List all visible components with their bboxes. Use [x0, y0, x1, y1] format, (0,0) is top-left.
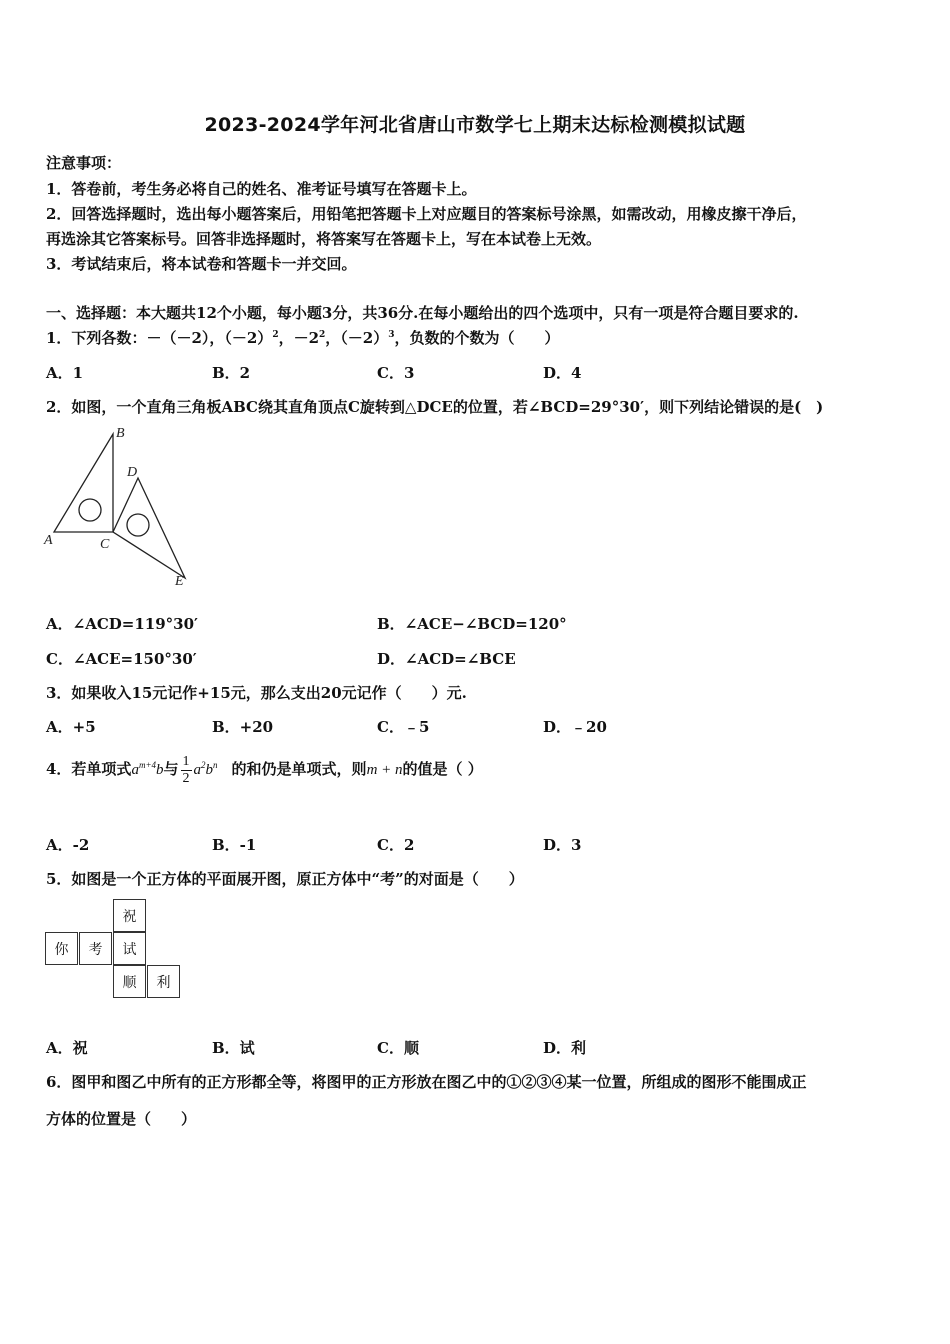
q4-term1 [131, 762, 163, 778]
q1-option-d[interactable]: D．4 [543, 364, 582, 382]
q4-term1-b: b [156, 762, 164, 778]
net-cell-zhu: 祝 [113, 899, 146, 932]
q4-stem-pre: 4．若单项式 [46, 760, 132, 778]
q1-option-b[interactable]: B．2 [212, 364, 251, 382]
q1-stem-post: ，负数的个数为（ ） [394, 329, 560, 347]
q4-frac-num: 1 [182, 753, 190, 769]
question-4-stem [46, 752, 483, 787]
net-cell-kao: 考 [79, 932, 112, 965]
q4-term1-base: a [131, 762, 139, 778]
q3-option-a[interactable]: A．+5 [46, 718, 96, 736]
section-heading: 一、选择题：本大题共12个小题，每小题3分，共36分.在每小题给出的四个选项中，只有一项是符合题目要求的. [46, 304, 799, 322]
q3-option-d[interactable]: D．﹣20 [543, 718, 607, 736]
q1-stem-mid1: ，－2 [278, 329, 320, 347]
net-cell-ni: 你 [45, 932, 78, 965]
q4-fraction [181, 754, 192, 787]
q2-option-a[interactable]: A．∠ACD=119°30′ [46, 615, 198, 633]
triangle-dce-hole [127, 514, 149, 536]
triangle-abc [54, 434, 113, 532]
q5-option-c[interactable]: C．顺 [377, 1039, 419, 1057]
q4-term2-b: b [205, 762, 214, 778]
q1-exp-3: 3 [388, 330, 395, 340]
question-2-stem: 2．如图，一个直角三角板ABC绕其直角顶点C旋转到△DCE的位置，若∠BCD=29°30′，则下列结论错误的是( ) [46, 398, 824, 416]
net-cell-shi: 试 [113, 932, 146, 965]
q5-option-a[interactable]: A．祝 [46, 1039, 88, 1057]
q4-term2-exp-b: n [213, 760, 218, 770]
q4-option-b[interactable]: B．-1 [212, 836, 257, 854]
page-title: 2023-2024学年河北省唐山市数学七上期末达标检测模拟试题 [204, 114, 746, 136]
notice-item-1: 1．答卷前，考生务必将自己的姓名、准考证号填写在答题卡上。 [46, 180, 477, 198]
label-b: B [116, 426, 125, 441]
notice-item-3: 3．考试结束后，将本试卷和答题卡一并交回。 [46, 255, 357, 273]
q4-option-d[interactable]: D．3 [543, 836, 582, 854]
q4-stem-post: 的值是（ ） [402, 760, 483, 778]
q5-option-b[interactable]: B．试 [212, 1039, 255, 1057]
net-cell-li: 利 [147, 965, 180, 998]
question-5-stem: 5．如图是一个正方体的平面展开图，原正方体中“考”的对面是（ ） [46, 870, 524, 888]
q1-stem-mid2: ，（－2） [325, 329, 389, 347]
q4-option-c[interactable]: C．2 [377, 836, 415, 854]
q4-expr: m + n [366, 762, 403, 778]
q2-option-b[interactable]: B．∠ACE−∠BCD=120° [377, 615, 567, 633]
q5-option-d[interactable]: D．利 [543, 1039, 587, 1057]
label-a: A [44, 533, 53, 548]
q1-stem-pre: 1．下列各数：－（－2），（－2） [46, 329, 273, 347]
q2-option-c[interactable]: C．∠ACE=150°30′ [46, 650, 197, 668]
q4-stem-mid: 的和仍是单项式，则 [231, 760, 367, 778]
q4-option-a[interactable]: A．-2 [46, 836, 90, 854]
q4-frac-den: 2 [182, 770, 190, 786]
triangle-abc-hole [79, 499, 101, 521]
q1-option-a[interactable]: A．1 [46, 364, 84, 382]
q1-exp-2b: 2 [319, 330, 326, 340]
q4-term2-exp-a: 2 [201, 760, 206, 770]
cube-net-figure [45, 899, 185, 1001]
question-6-stem-b: 方体的位置是（ ） [46, 1110, 197, 1128]
question-1-stem [46, 327, 560, 348]
q4-mid: 与 [163, 760, 179, 778]
q2-option-d[interactable]: D．∠ACD=∠BCE [377, 650, 516, 668]
notice-item-2a: 2．回答选择题时，选出每小题答案后，用铅笔把答题卡上对应题目的答案标号涂黑，如需改动，用橡皮擦干净后， [46, 205, 807, 223]
q4-term1-exp: m+4 [138, 760, 157, 770]
q4-term2 [194, 762, 218, 778]
q1-exp-2: 2 [272, 330, 279, 340]
q3-option-c[interactable]: C．﹣5 [377, 718, 430, 736]
notice-heading: 注意事项： [46, 154, 122, 172]
label-c: C [100, 537, 110, 552]
q1-option-c[interactable]: C．3 [377, 364, 415, 382]
label-d: D [127, 465, 138, 480]
q4-term2-a: a [193, 762, 202, 778]
q3-option-b[interactable]: B．+20 [212, 718, 274, 736]
triangle-rotation-figure [40, 420, 210, 590]
label-e: E [175, 574, 184, 589]
notice-item-2b: 再选涂其它答案标号。回答非选择题时，将答案写在答题卡上，写在本试卷上无效。 [46, 230, 602, 248]
question-6-stem-a: 6．图甲和图乙中所有的正方形都全等，将图甲的正方形放在图乙中的①②③④某一位置，所组成的图形不能围成正 [46, 1073, 807, 1091]
net-cell-shun: 顺 [113, 965, 146, 998]
question-3-stem: 3．如果收入15元记作+15元，那么支出20元记作（ ）元. [46, 684, 467, 702]
